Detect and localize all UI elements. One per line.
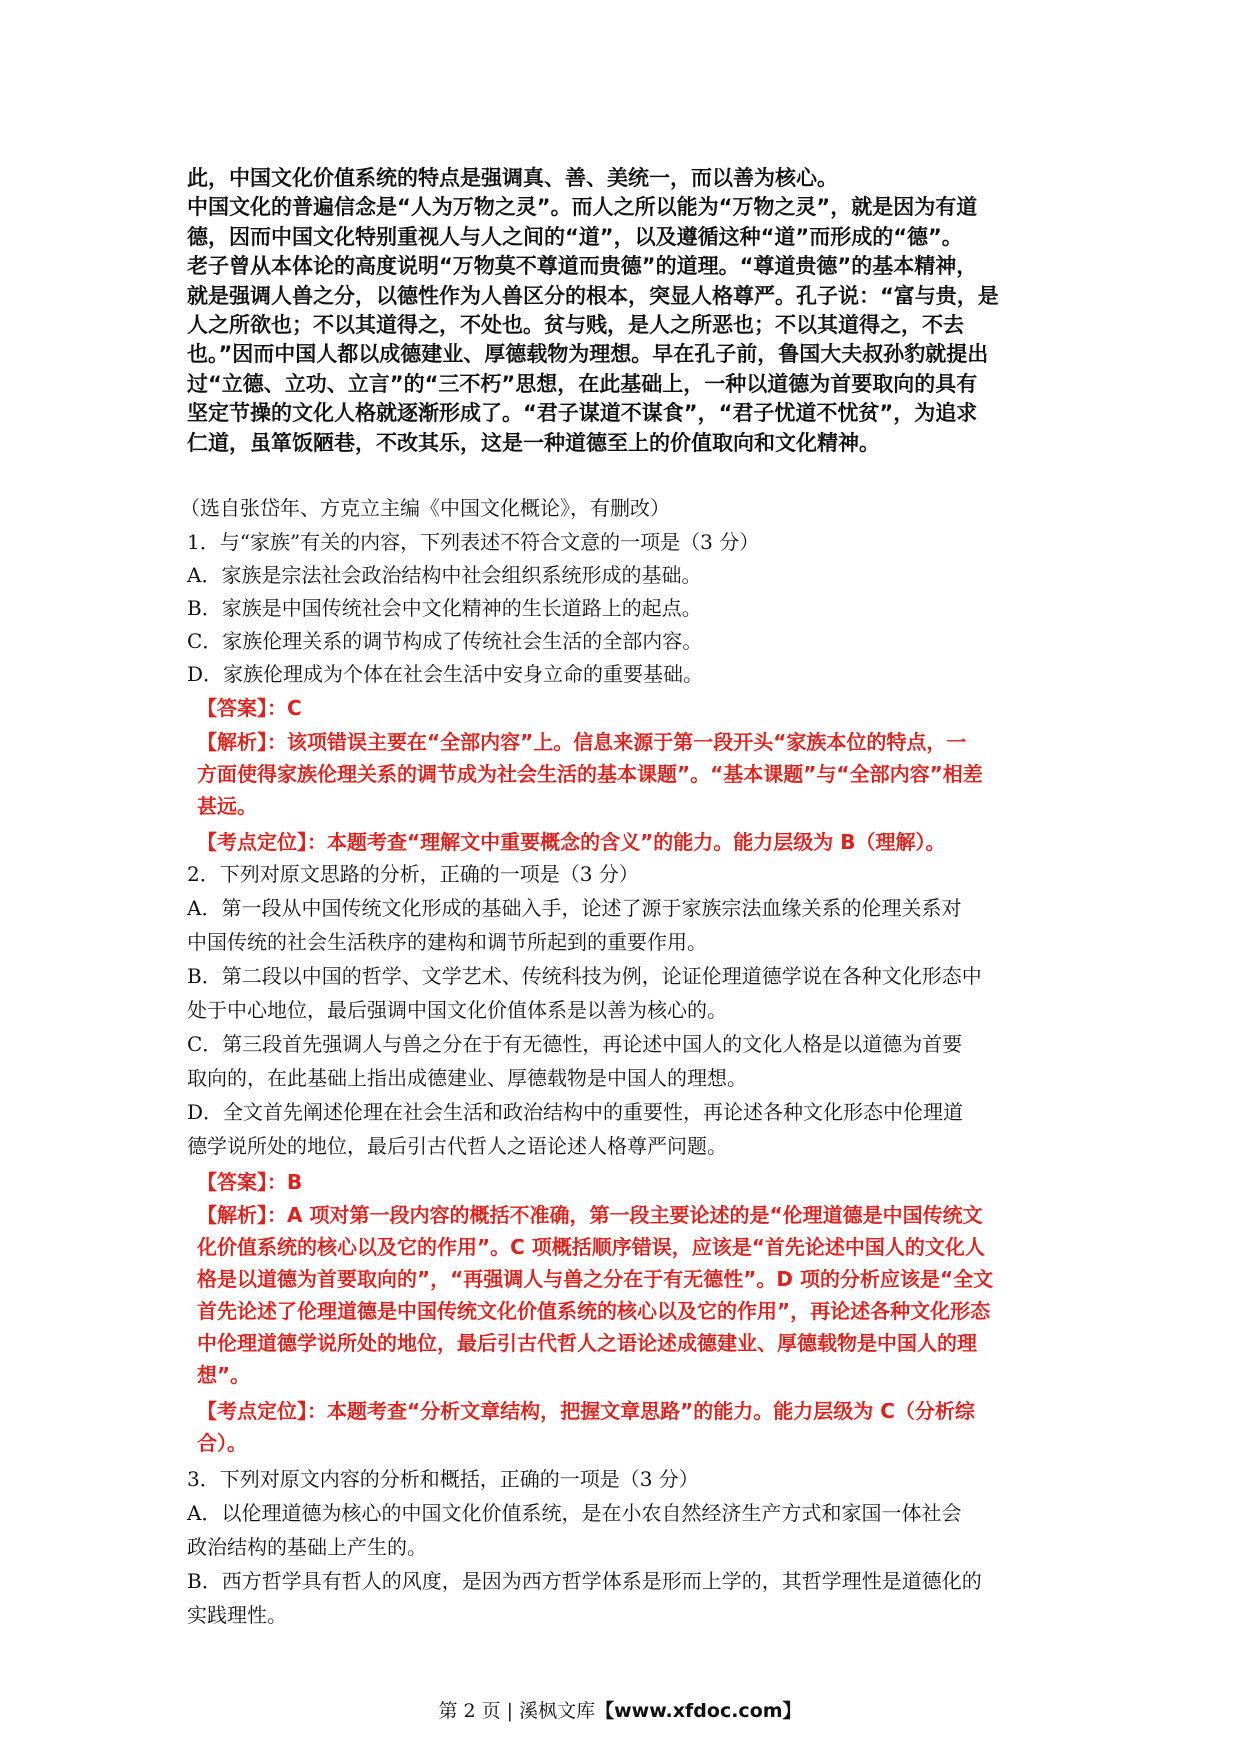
- q1-answer: 【答案】：C: [197, 696, 302, 720]
- passage-line: 也。”因而中国人都以成德建业、厚德载物为理想。早在孔子前，鲁国大夫叔孙豹就提出: [187, 342, 989, 367]
- passage-line: 人之所欲也；不以其道得之，不处也。贫与贱，是人之所恶也；不以其道得之，不去: [187, 313, 964, 338]
- q2-analysis-line: 【解析】：A 项对第一段内容的概括不准确，第一段主要论述的是“伦理道德是中国传统文: [197, 1203, 983, 1227]
- passage-line: 就是强调人兽之分，以德性作为人兽区分的根本，突显人格尊严。孔子说：“富与贵，是: [187, 283, 999, 308]
- q2-point-line: 合）。: [197, 1431, 247, 1455]
- q2-answer: 【答案】：B: [197, 1170, 303, 1194]
- q2-stem: 2．下列对原文思路的分析，正确的一项是（3 分）: [187, 862, 639, 886]
- page-footer: [0, 1696, 1240, 1723]
- q3-option-line: A．以伦理道德为核心的中国文化价值系统，是在小农自然经济生产方式和家国一体社会: [187, 1501, 962, 1525]
- q3-stem: 3．下列对原文内容的分析和概括，正确的一项是（3 分）: [187, 1467, 699, 1491]
- q1-analysis-line: 甚远。: [197, 794, 257, 818]
- q2-option-line: 处于中心地位，最后强调中国文化价值体系是以善为核心的。: [187, 998, 727, 1022]
- q2-option-line: B．第二段以中国的哲学、文学艺术、传统科技为例，论证伦理道德学说在各种文化形态中: [187, 964, 982, 988]
- passage-line: 仁道，虽箪饭陋巷，不改其乐，这是一种道德至上的价值取向和文化精神。: [187, 430, 880, 455]
- q2-option-line: C．第三段首先强调人与兽之分在于有无德性，再论述中国人的文化人格是以道德为首要: [187, 1032, 963, 1056]
- q2-analysis-line: 格是以道德为首要取向的”，“再强调人与兽之分在于有无德性”。D 项的分析应该是“全文: [197, 1267, 994, 1291]
- q2-option-line: D．全文首先阐述伦理在社会生活和政治结构中的重要性，再论述各种文化形态中伦理道: [187, 1100, 964, 1124]
- q1-stem: 1．与“家族”有关的内容，下列表述不符合文意的一项是（3 分）: [187, 530, 760, 554]
- q1-option-b: B．家族是中国传统社会中文化精神的生长道路上的起点。: [187, 596, 702, 620]
- q2-analysis-line: 想”。: [197, 1363, 251, 1387]
- q2-option-line: 德学说所处的地位，最后引古代哲人之语论述人格尊严问题。: [187, 1134, 727, 1158]
- q2-option-line: 取向的，在此基础上指出成德建业、厚德载物是中国人的理想。: [187, 1066, 747, 1090]
- q2-option-line: 中国传统的社会生活秩序的建构和调节所起到的重要作用。: [187, 930, 707, 954]
- q2-analysis-line: 化价值系统的核心以及它的作用”。C 项概括顺序错误，应该是“首先论述中国人的文化人: [197, 1235, 985, 1259]
- passage-line: 中国文化的普遍信念是“人为万物之灵”。而人之所以能为“万物之灵”，就是因为有道: [187, 195, 978, 220]
- q3-option-line: B．西方哲学具有哲人的风度，是因为西方哲学体系是形而上学的，其哲学理性是道德化的: [187, 1569, 982, 1593]
- q1-option-c: C．家族伦理关系的调节构成了传统社会生活的全部内容。: [187, 629, 703, 653]
- q2-point-line: 【考点定位】：本题考查“分析文章结构，把握文章思路”的能力。能力层级为 C（分析综: [197, 1399, 975, 1423]
- q1-analysis-line: 【解析】：该项错误主要在“全部内容”上。信息来源于第一段开头“家族本位的特点，一: [197, 730, 967, 754]
- footer-site-link[interactable]: 【www.xfdoc.com】: [595, 1700, 802, 1722]
- q1-analysis-line: 方面使得家族伦理关系的调节成为社会生活的基本课题”。“基本课题”与“全部内容”相差: [197, 762, 983, 786]
- q2-option-line: A．第一段从中国传统文化形成的基础入手，论述了源于家族宗法血缘关系的伦理关系对: [187, 896, 962, 920]
- q1-option-d: D．家族伦理成为个体在社会生活中安身立命的重要基础。: [187, 662, 704, 686]
- q3-option-line: 实践理性。: [187, 1603, 287, 1627]
- passage-line: 老子曾从本体论的高度说明“万物莫不尊道而贵德”的道理。“尊道贵德”的基本精神，: [187, 254, 978, 279]
- passage-line: 德，因而中国文化特别重视人与人之间的“道”，以及遵循这种“道”而形成的“德”。: [187, 224, 963, 249]
- passage-line: 此，中国文化价值系统的特点是强调真、善、美统一，而以善为核心。: [187, 166, 838, 190]
- q2-analysis-line: 首先论述了伦理道德是中国传统文化价值系统的核心以及它的作用”，再论述各种文化形态: [197, 1299, 991, 1323]
- footer-page-label: 第 2 页 | 溪枫文库: [438, 1700, 596, 1722]
- passage-line: 过“立德、立功、立言”的“三不朽”思想，在此基础上，一种以道德为首要取向的具有: [187, 371, 978, 396]
- q3-option-line: 政治结构的基础上产生的。: [187, 1535, 427, 1559]
- q2-analysis-line: 中伦理道德学说所处的地位，最后引古代哲人之语论述成德建业、厚德载物是中国人的理: [197, 1331, 977, 1355]
- passage-line: 坚定节操的文化人格就逐渐形成了。“君子谋道不谋食”，“君子忧道不忧贫”，为追求: [187, 401, 978, 426]
- q1-option-a: A．家族是宗法社会政治结构中社会组织系统形成的基础。: [187, 563, 702, 587]
- source-note: （选自张岱年、方克立主编《中国文化概论》，有删改）: [180, 496, 670, 520]
- q1-point: 【考点定位】：本题考查“理解文中重要概念的含义”的能力。能力层级为 B（理解）。: [197, 830, 946, 854]
- passage: [187, 164, 1067, 458]
